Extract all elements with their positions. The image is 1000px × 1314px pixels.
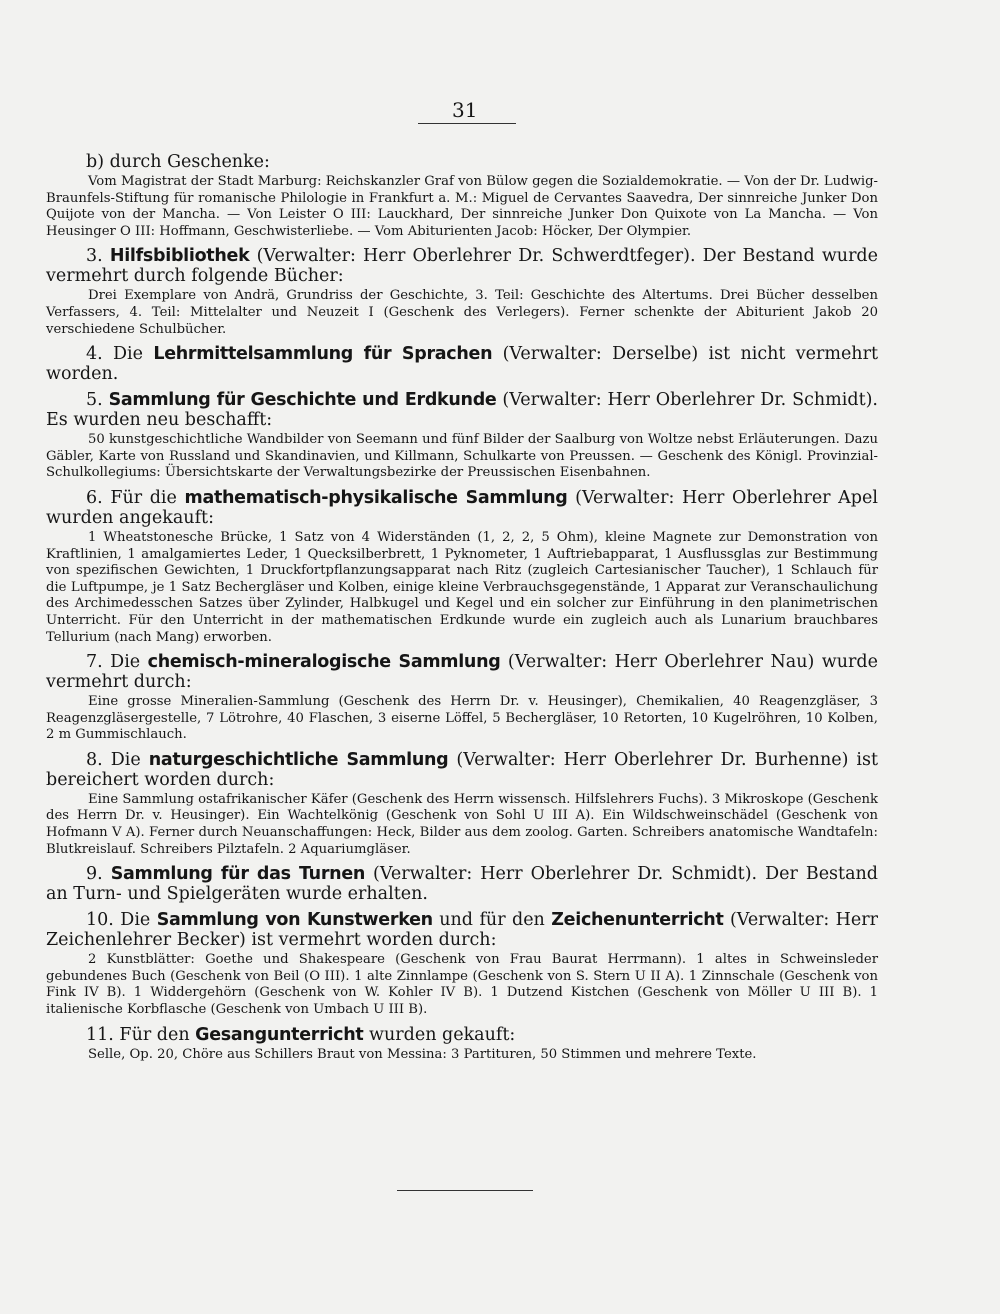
section-8-paragraph: Eine Sammlung ostafrikanischer Käfer (Geschenk des Herrn wissensch. Hilfslehrers Fuchs). 3 Mikroskope (Geschenk des Herrn Dr. v. Heusinger). Ein Wachtelkönig (Geschenk von Sohl U III A). Ein Wildschweinschädel (Geschenk von Hofmann V A). Ferner durch Neuanschaffungen: Heck, Bilder aus dem zoolog. Garten. Schreibers anatomische Wandtafeln: Blutkreislauf. Schreibers Pilztafeln. 2 Aquariumgläser. [46,791,878,857]
section-heading-rest: (Verwalter: Herr Oberlehrer Apel wurden angekauft: [46,487,878,528]
section-heading-rest: (Verwalter: Herr Oberlehrer Dr. Schmidt). Der Bestand an Turn- und Spielgeräten wurde erhalten. [46,864,878,905]
footer-rule [397,1190,533,1191]
gifts-heading: b) durch Geschenke: [86,152,270,172]
section-3-heading [46,246,878,286]
section-heading-rest: (Verwalter: Herr Oberlehrer Nau) wurde vermehrt durch: [46,652,878,693]
section-heading-rest: (Verwalter: Derselbe) ist nicht vermehrt worden. [46,344,878,385]
section-mid: und für den [439,910,545,931]
section-number: 5. [86,390,103,411]
section-pre: Die [113,344,144,365]
section-10-paragraph: 2 Kunstblätter: Goethe und Shakespeare (Geschenk von Frau Baurat Herrmann). 1 altes in Schweinsleder gebundenes Buch (Geschenk von Beil (O III). 1 alte Zinnlampe (Geschenk von S. Stern U II A). 1 Zinnschale (Geschenk von Fink IV B). 1 Widdergehörn (Geschenk von W. Kohler IV B). 1 Dutzend Kistchen (Geschenk von Möller U III B). 1 italienische Korbflasche (Geschenk von Umbach U III B). [46,952,878,1018]
section-11-heading [46,1025,878,1045]
section-5-heading [46,390,878,430]
section-6-paragraph: 1 Wheatstonesche Brücke, 1 Satz von 4 Widerständen (1, 2, 2, 5 Ohm), kleine Magnete zur Demonstration von Kraftlinien, 1 amalgamiertes Leder, 1 Quecksilberbrett, 1 Pyknometer, 1 Auftriebapparat, 1 Ausflussglas zur Bestimmung von spezifischen Gewichten, 1 Druckfortpflanzungsapparat nach Ritz (zugleich Cartesianischer Taucher), 1 Schlauch für die Luftpumpe, je 1 Satz Bechergläser und Kolben, einige kleine Verbrauchsgegenstände, 1 Apparat zur Veranschaulichung des Archimedesschen Satzes über Zylinder, Halbkugel und Kegel und ein solcher zur Einführung in den planimetrischen Unterricht. Für den Unterricht in der mathematischen Erdkunde wurde ein zugleich auch als Lunarium brauchbares Tellurium (nach Mang) erworben. [46,529,878,645]
section-pre: Die [120,910,151,931]
section-title-2: Zeichenunterricht [551,910,724,931]
section-title: Sammlung von Kunstwerken [156,910,433,931]
section-title: Sammlung für das Turnen [110,864,366,885]
section-pre: Für die [110,487,177,508]
section-4-heading [46,344,878,384]
gifts-paragraph: Vom Magistrat der Stadt Marburg: Reichskanzler Graf von Bülow gegen die Sozialdemokratie. — Von der Dr. Ludwig-Braunfels-Stiftung für romanische Philologie in Frankfurt a. M.: Miguel de Cervantes Saavedra, Der sinnreiche Junker Don Quijote von der Mancha. — Von Leister O III: Lauckhard, Der sinnreiche Junker Don Quixote von La Mancha. — Von Heusinger O III: Hoffmann, Geschwisterliebe. — Vom Abiturienten Jacob: Höcker, Der Olympier. [46,174,878,239]
section-9-heading [46,864,878,904]
section-title: Sammlung für Geschichte und Erdkunde [108,390,497,411]
section-number: 4. [86,344,103,365]
section-5-paragraph: 50 kunstgeschichtliche Wandbilder von Seemann und fünf Bilder der Saalburg von Woltze nebst Erläuterungen. Dazu Gäbler, Karte von Russland und Skandinavien, und Killmann, Schulkarte von Preussen. — Geschenk des Königl. Provinzial-Schulkollegiums: Übersichtskarte der Verwaltungsbezirke der Preussischen Eisenbahnen. [46,432,878,481]
section-heading-rest: (Verwalter: Herr Oberlehrer Dr. Schmidt). Es wurden neu beschafft: [46,390,878,431]
section-title: Lehrmittelsammlung für Sprachen [153,344,493,365]
section-number: 9. [86,864,103,885]
section-heading-rest: wurden gekauft: [369,1024,516,1045]
header-rule [418,123,516,124]
section-number: 11. [86,1024,114,1045]
section-pre: Die [110,652,141,673]
section-3-paragraph: Drei Exemplare von Andrä, Grundriss der Geschichte, 3. Teil: Geschichte des Altertums. Drei Bücher desselben Verfassers, 4. Teil: Mittelalter und Neuzeit I (Geschenk des Verlegers). Ferner schenkte der Abiturient Jakob 20 verschiedene Schulbücher. [46,288,878,337]
section-title: naturgeschichtliche Sammlung [148,749,449,770]
section-6-heading [46,488,878,528]
section-8-heading [46,750,878,790]
section-title: mathematisch-physikalische Sammlung [184,487,568,508]
section-number: 3. [86,246,103,267]
section-7-heading [46,652,878,692]
section-heading-rest: (Verwalter: Herr Oberlehrer Dr. Burhenne) ist bereichert worden durch: [46,749,878,790]
section-title: Hilfsbibliothek [109,246,250,267]
section-11-paragraph: Selle, Op. 20, Chöre aus Schillers Braut von Messina: 3 Partituren, 50 Stimmen und mehrere Texte. [88,1046,757,1062]
section-number: 10. [86,910,114,931]
section-7-paragraph: Eine grosse Mineralien-Sammlung (Geschenk des Herrn Dr. v. Heusinger), Chemikalien, 40 Reagenzgläser, 3 Reagenzgläsergestelle, 7 Lötrohre, 40 Flaschen, 3 eiserne Löffel, 5 Bechergläser, 10 Retorten, 10 Kugelröhren, 10 Kolben, 2 m Gummischlauch. [46,694,878,743]
section-title: chemisch-mineralogische Sammlung [147,652,501,673]
body-text [46,146,878,1067]
section-pre: Für den [119,1024,190,1045]
section-heading-rest: (Verwalter: Herr Zeichenlehrer Becker) ist vermehrt worden durch: [46,910,878,951]
page-number: 31 [452,98,478,122]
section-10-heading [46,910,878,950]
section-heading-rest: (Verwalter: Herr Oberlehrer Dr. Schwerdtfeger). Der Bestand wurde vermehrt durch folgende Bücher: [46,246,878,287]
section-title: Gesangunterricht [195,1024,364,1045]
section-number: 8. [86,749,103,770]
section-pre: Die [110,749,141,770]
section-number: 7. [86,652,103,673]
section-number: 6. [86,487,103,508]
